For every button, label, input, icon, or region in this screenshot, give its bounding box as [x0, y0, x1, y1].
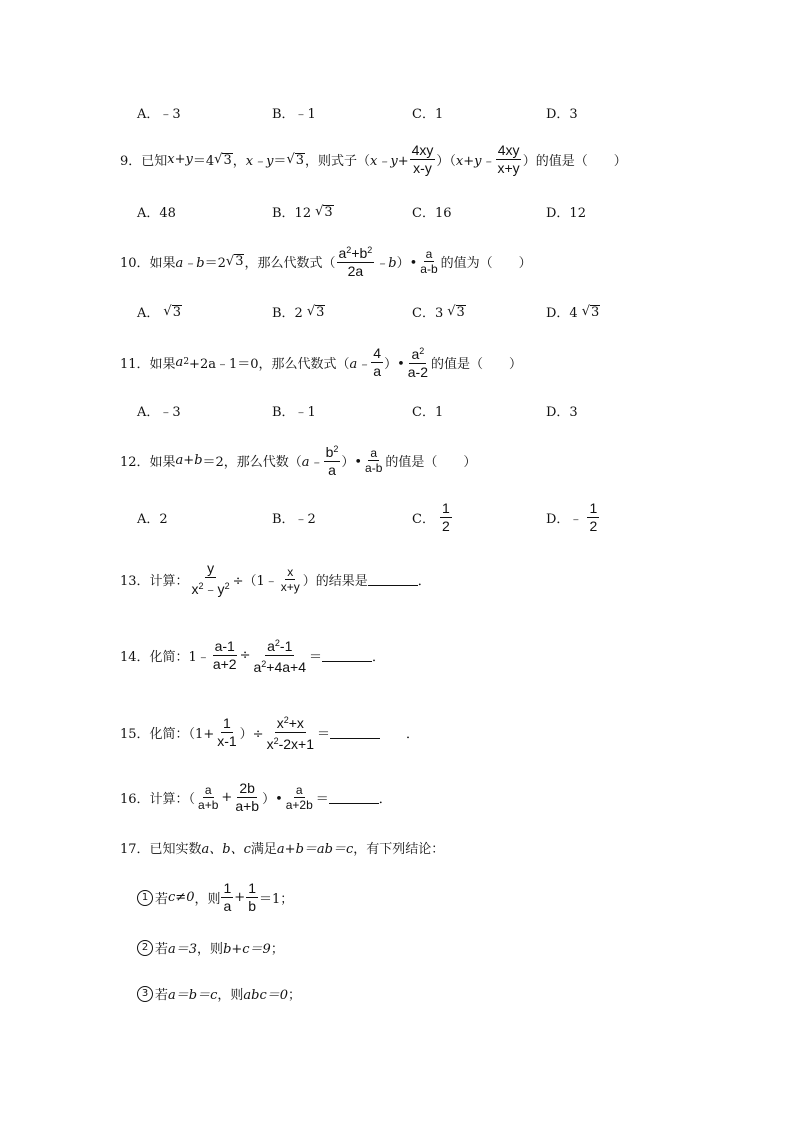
q9-tail: ，则式子（ [305, 154, 371, 169]
q8-option-b: B．﹣1 [272, 107, 316, 122]
q16-fraction-3: $\frac{a}{a+2b}$ [285, 783, 313, 812]
q12-close: ）• [341, 454, 363, 470]
q10-minus-b: ﹣b [375, 255, 397, 271]
q10-option-d: D．4 √ 3 [546, 304, 600, 321]
question-11 [120, 343, 522, 381]
q11-option-a: A．﹣3 [137, 405, 181, 420]
q9-cond2: x﹣y [245, 154, 274, 169]
s2-end: ； [270, 942, 284, 957]
q9-prefix: 9．已知 [120, 154, 168, 169]
q17-end: ，有下列结论： [353, 842, 445, 857]
question-15 [120, 712, 419, 753]
q16-dot: ． [378, 792, 392, 807]
q10-cond: a﹣b [175, 255, 205, 271]
q11-end: 的值是（ ） [430, 356, 522, 372]
q15-div: ）÷ [239, 727, 264, 742]
s2-result: b+c＝9 [223, 942, 271, 957]
q12-end: 的值是（ ） [385, 454, 477, 470]
s1-cond: c≠0 [168, 890, 195, 905]
q15-dot: ． [406, 727, 420, 742]
q9-option-d: D．12 [546, 206, 586, 221]
q12-option-b: B．﹣2 [272, 512, 316, 527]
s2-then: ，则 [197, 942, 224, 957]
s1-then: ，则 [194, 892, 221, 907]
q14-fraction-1: $\frac{a-1}{a+2}$ [212, 638, 237, 672]
q12-fraction-2: $\frac{a}{a-b}$ [365, 445, 383, 475]
q14-eq: ＝ [309, 650, 323, 665]
q10-options [137, 302, 657, 322]
q12-a-minus: a﹣ [301, 454, 323, 470]
q13-div: ÷（1﹣ [232, 573, 278, 589]
q13-fraction-1: $\frac{y}{x^2﹣y^2}$ [191, 560, 230, 597]
circled-number-icon: 3 [137, 986, 153, 1002]
q9-option-b: B．12 √ 3 [272, 204, 333, 221]
q14-dot: ． [372, 650, 386, 665]
q17-vars: a、b、c [201, 842, 251, 857]
q13-dot: ． [417, 573, 431, 589]
sqrt-symbol: √ 3 [286, 152, 305, 168]
s1-plus: + [234, 890, 246, 905]
q10-tail: ，那么代数式（ [244, 255, 336, 271]
q12-cond: a+b [175, 452, 203, 468]
q9-option-c: C．16 [412, 206, 452, 221]
sqrt-symbol: √ 3 [225, 253, 244, 269]
q15-fraction-2: $\frac{x^2+x}{x^2-2x+1}$ [265, 712, 316, 753]
q9-expr2: x+y﹣ [455, 154, 495, 169]
q14-answer-blank[interactable] [322, 649, 372, 662]
q17-prefix: 17．已知实数 [120, 842, 202, 857]
q13-answer-blank[interactable] [368, 573, 418, 586]
q9-fraction-1: $\frac{4xy}{x-y}$ [411, 142, 434, 176]
q10-eq: ＝2 [204, 255, 226, 271]
q15-eq: ＝ [317, 727, 331, 742]
s1-fraction-2: $\frac{1}{b}$ [248, 880, 256, 914]
q13-fraction-2: $\frac{x}{x+y}$ [280, 564, 300, 594]
s3-result: abc＝0 [243, 988, 289, 1003]
q16-answer-blank[interactable] [329, 791, 379, 804]
q11-option-b: B．﹣1 [272, 405, 316, 420]
q9-eq2: ＝ [273, 154, 287, 169]
s3-end: ； [288, 988, 302, 1003]
q9-eq1: ＝4 [192, 154, 215, 169]
q10-prefix: 10．如果 [120, 255, 176, 271]
q10-option-c: C．3 √ 3 [412, 304, 465, 321]
statement-3 [137, 984, 301, 1003]
question-17 [120, 838, 444, 857]
s3-prefix: 若 [155, 988, 169, 1003]
q15-prefix: 15．化简：（1+ [120, 727, 215, 742]
q10-close: ）• [396, 255, 418, 271]
q16-plus: + [221, 790, 233, 805]
s2-prefix: 若 [155, 942, 169, 957]
q14-prefix: 14．化简：1﹣ [120, 650, 210, 665]
q11-sup: 2 [183, 357, 190, 367]
q11-fraction-2: $\frac{a^2}{a-2}$ [406, 343, 430, 381]
question-16 [120, 780, 392, 815]
q12-eq: ＝2，那么代数（ [202, 454, 302, 470]
question-12 [120, 441, 476, 479]
q11-option-d: D．3 [546, 405, 578, 420]
q9-cond1: x+y [167, 152, 193, 167]
q11-a-minus: a﹣ [349, 356, 371, 372]
q13-prefix: 13．计算： [120, 573, 189, 589]
q17-cond: a+b＝ab＝c [276, 842, 354, 857]
q10-fraction-1: $\frac{a^2+b^2}{2a}$ [337, 242, 375, 280]
q14-fraction-2: $\frac{a^2-1}{a^2+4a+4}$ [251, 635, 308, 676]
q11-cond: a [175, 354, 184, 370]
q12-option-c: C． $\frac{1}{2}$ [412, 500, 450, 534]
q12-option-d: D．﹣ $\frac{1}{2}$ [546, 500, 598, 534]
q17-mid: 满足 [250, 842, 277, 857]
s1-end: ＝1； [258, 892, 294, 907]
q10-option-b: B．2 √ 3 [272, 304, 325, 321]
q8-options [137, 103, 657, 121]
q11-prefix: 11．如果 [120, 356, 176, 372]
q9-end: ）的值是（ ） [522, 154, 627, 169]
question-9 [120, 142, 627, 177]
q12-fraction-1: $\frac{b^2}{a}$ [324, 441, 341, 479]
q10-option-a: A． √ 3 [137, 304, 181, 321]
sqrt-symbol: √ 3 [214, 152, 232, 168]
q9-mid: ）（ [436, 154, 456, 169]
q8-option-a: A．﹣3 [137, 107, 181, 122]
question-10 [120, 242, 532, 280]
question-14 [120, 635, 385, 676]
q10-end: 的值为（ ） [440, 255, 532, 271]
q16-fraction-1: $\frac{a}{a+b}$ [198, 783, 219, 812]
q9-option-a: A．48 [137, 206, 176, 221]
q15-fraction-1: $\frac{1}{x-1}$ [217, 715, 237, 749]
statement-1 [137, 880, 293, 915]
s3-cond: a＝b＝c [168, 988, 218, 1003]
q9-expr1: x﹣y+ [370, 154, 409, 169]
q12-prefix: 12．如果 [120, 454, 176, 470]
q12-option-a: A．2 [137, 512, 168, 527]
q16-eq: ＝ [315, 792, 329, 807]
q11-cond2: +2a﹣1＝0，那么代数式（ [189, 356, 350, 372]
q15-answer-blank[interactable] [330, 726, 380, 739]
s2-cond: a＝3 [168, 942, 198, 957]
question-13 [120, 560, 431, 598]
q9-fraction-2: $\frac{4xy}{x+y}$ [497, 142, 520, 176]
q16-prefix: 16．计算：（ [120, 792, 196, 807]
q9-options [137, 202, 657, 222]
q8-option-d: D．3 [546, 107, 578, 122]
q11-option-c: C．1 [412, 405, 444, 420]
q12-options [137, 500, 657, 534]
circled-number-icon: 2 [137, 940, 153, 956]
q11-close: ）• [384, 356, 405, 372]
q16-mul: ）• [262, 792, 283, 807]
s1-fraction-1: $\frac{1}{a}$ [223, 880, 232, 914]
circled-number-icon: 1 [137, 890, 153, 906]
q8-option-c: C．1 [412, 107, 444, 122]
statement-2 [137, 938, 284, 957]
q10-fraction-2: $\frac{a}{a-b}$ [420, 246, 438, 276]
q13-end: ）的结果是 [302, 573, 368, 589]
s1-prefix: 若 [155, 892, 169, 907]
q11-fraction-1: $\frac{4}{a}$ [373, 344, 382, 379]
s3-then: ，则 [217, 988, 244, 1003]
q11-options [137, 401, 657, 419]
q14-div: ÷ [239, 648, 251, 663]
q16-fraction-2: $\frac{2b}{a+b}$ [235, 780, 260, 814]
q9-sep: ， [232, 154, 246, 169]
